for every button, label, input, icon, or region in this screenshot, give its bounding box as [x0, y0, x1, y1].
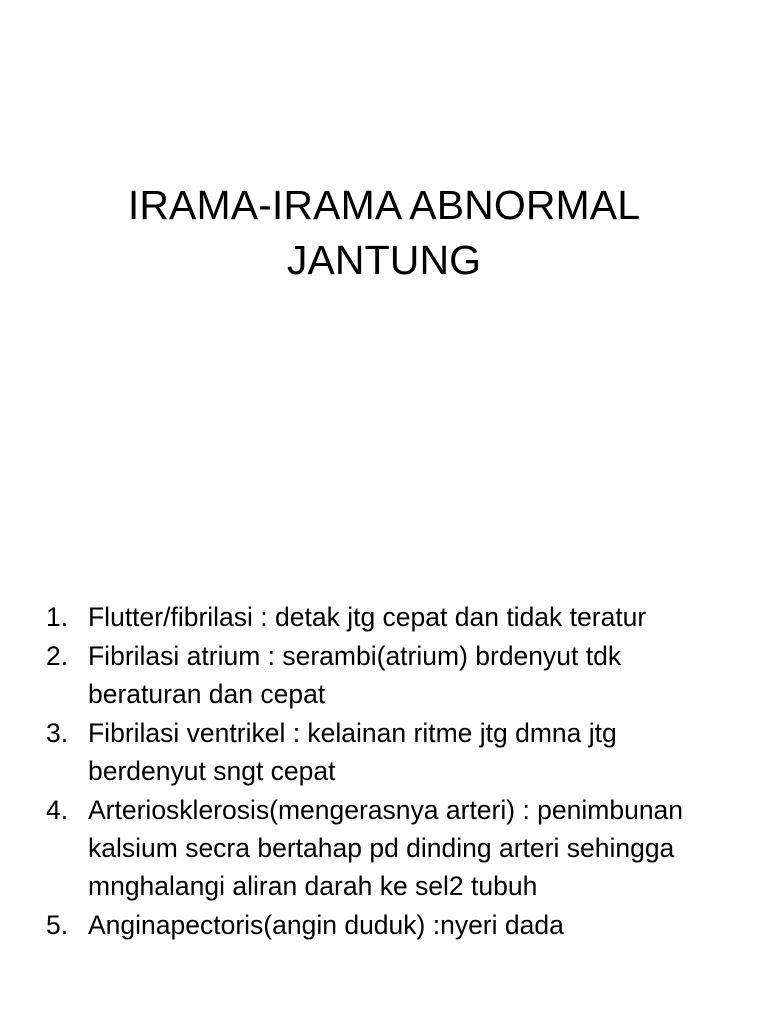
list-item-text: Fibrilasi atrium : serambi(atrium) brdenyut tdk beraturan dan cepat — [88, 641, 622, 709]
list-item — [42, 906, 742, 944]
list-item — [42, 791, 742, 905]
list-item-number: 5. — [46, 910, 69, 940]
list-item-text: Anginapectoris(angin duduk) :nyeri dada — [88, 910, 564, 940]
list-item — [42, 598, 742, 636]
list-item-number: 2. — [46, 641, 69, 671]
list-item-text: Fibrilasi ventrikel : kelainan ritme jtg dmna jtg berdenyut sngt cepat — [88, 718, 617, 786]
list-item-text: Flutter/fibrilasi : detak jtg cepat dan tidak teratur — [88, 602, 647, 632]
list-item-number: 3. — [46, 718, 69, 748]
abnormal-rhythm-list — [42, 598, 742, 945]
list-item — [42, 714, 742, 790]
page-title: IRAMA-IRAMA ABNORMAL JANTUNG — [127, 182, 641, 283]
list-item-number: 4. — [46, 795, 69, 825]
list-item — [42, 637, 742, 713]
list-item-text: Arteriosklerosis(mengerasnya arteri) : penimbunan kalsium secra bertahap pd dinding arteri sehingga mnghalangi aliran darah ke sel2 tubuh — [88, 795, 684, 901]
list-item-number: 1. — [46, 602, 69, 632]
